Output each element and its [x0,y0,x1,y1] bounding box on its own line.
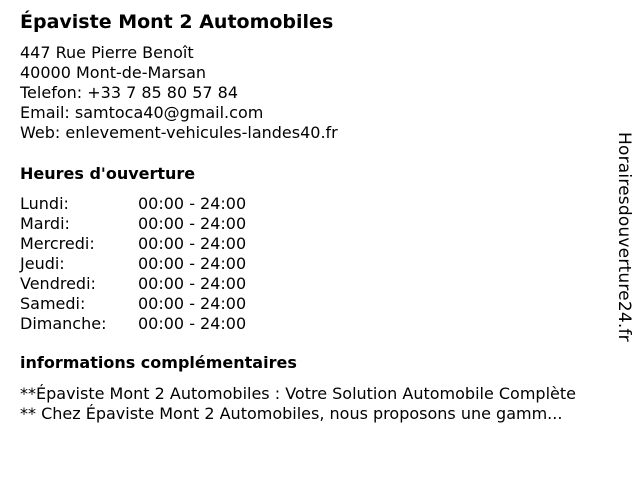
day-label: Mercredi: [20,234,95,253]
hours-table [20,194,320,334]
hours-heading: Heures d'ouverture [20,164,196,183]
info-heading: informations complémentaires [20,353,297,372]
address-city: 40000 Mont-de-Marsan [20,63,207,82]
hours-row-samedi [20,294,320,314]
hours-row-mardi [20,214,320,234]
info-text [20,384,632,424]
day-label: Samedi: [20,294,86,313]
time-range: 00:00 - 24:00 [138,274,247,293]
time-range: 00:00 - 24:00 [138,314,247,333]
time-range: 00:00 - 24:00 [138,234,247,253]
day-label: Dimanche: [20,314,107,333]
hours-row-mercredi [20,234,320,254]
phone-number: Telefon: +33 7 85 80 57 84 [20,83,239,102]
hours-row-vendredi [20,274,320,294]
day-label: Mardi: [20,214,70,233]
hours-row-jeudi [20,254,320,274]
site-watermark: Horairesdouverture24.fr [614,132,634,342]
hours-row-lundi [20,194,320,214]
website-link: Web: enlevement-vehicules-landes40.fr [20,123,338,142]
time-range: 00:00 - 24:00 [138,294,247,313]
day-label: Vendredi: [20,274,96,293]
email-address: Email: samtoca40@gmail.com [20,103,264,122]
time-range: 00:00 - 24:00 [138,194,247,213]
day-label: Jeudi: [20,254,65,273]
contact-block [20,43,338,143]
info-line: ** Chez Épaviste Mont 2 Automobiles, nous proposons une gamm... [20,404,563,423]
time-range: 00:00 - 24:00 [138,254,247,273]
business-name: Épaviste Mont 2 Automobiles [20,11,334,33]
time-range: 00:00 - 24:00 [138,214,247,233]
hours-row-dimanche [20,314,320,334]
address-street: 447 Rue Pierre Benoît [20,43,194,62]
day-label: Lundi: [20,194,69,213]
info-line: **Épaviste Mont 2 Automobiles : Votre Solution Automobile Complète [20,384,576,403]
